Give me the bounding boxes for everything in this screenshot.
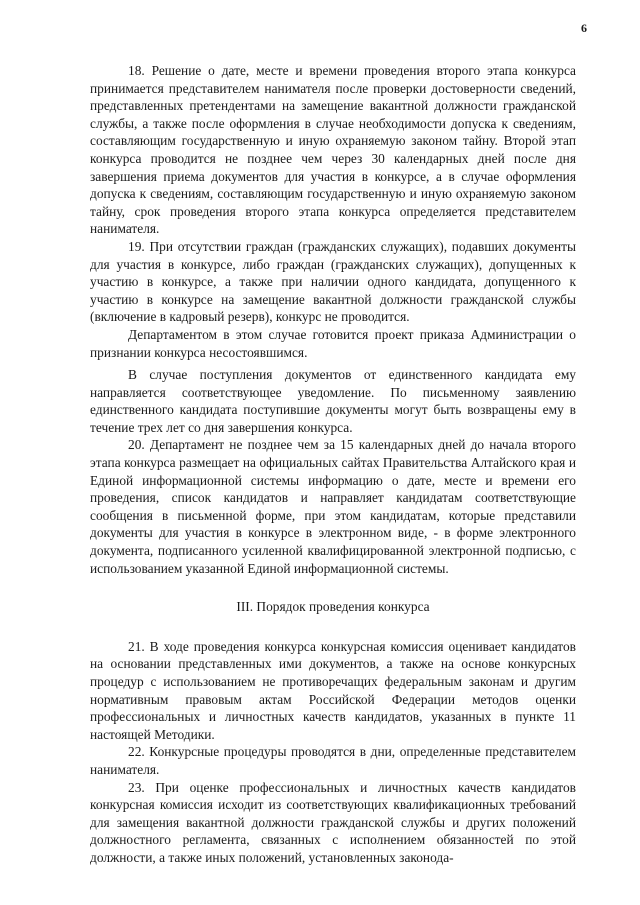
paragraph-single-candidate: В случае поступления документов от единственного кандидата ему направляется соответствующее уведомление. По письменному заявлению единственного кандидата поступившие документы могут быть возвращены ему в течение трех лет со дня завершения конкурса. <box>90 367 576 435</box>
page-number: 6 <box>581 21 587 35</box>
paragraph-18: 18. Решение о дате, месте и времени проведения второго этапа конкурса принимается представителем нанимателя после проверки достоверности сведений, представленных претендентами на замещение вакантной должности гражданской службы, а также после оформления в случае необходимости допуска к сведениям, составляющим государственную и иную охраняемую законом тайну. Второй этап конкурса проводится не позднее чем через 30 календарных дней после дня завершения приема документов для участия в конкурсе, а в случае оформления допуска к сведениям, составляющим государственную и иную охраняемую законом тайну, срок проведения второго этапа конкурса определяется представителем нанимателя. <box>90 63 576 237</box>
paragraph-19: 19. При отсутствии граждан (гражданских служащих), подавших документы для участия в конкурсе, либо граждан (гражданских служащих), допущенных к участию в конкурсе, а также при наличии одного кандидата, допущенного к участию в конкурсе на замещение вакантной должности гражданской службы (включение в кадровый резерв), конкурс не проводится. <box>90 238 576 325</box>
section-title: III. Порядок проведения конкурса <box>236 599 430 615</box>
paragraph-department-note: Департаментом в этом случае готовится проект приказа Администрации о признании конкурса несостоявшимся. <box>90 326 576 360</box>
paragraph-20: 20. Департамент не позднее чем за 15 календарных дней до начала второго этапа конкурса размещает на официальных сайтах Правительства Алтайского края и Единой информационной системы информацию о дате, месте и времени его проведения, список кандидатов и направляет кандидатам соответствующие сообщения в письменной форме, при этом кандидатам, которые представили документы для участия в конкурсе в электронном виде, - в форме электронного документа, подписанного усиленной квалифицированной электронной подписью, с использованием указанной Единой информационной системы. <box>90 437 576 576</box>
paragraph-22: 22. Конкурсные процедуры проводятся в дни, определенные представителем нанимателя. <box>90 744 576 777</box>
paragraph-21: 21. В ходе проведения конкурса конкурсная комиссия оценивает кандидатов на основании представленных ими документов, а также на основе конкурсных процедур с использованием не противоречащих федеральным законам и другим нормативным правовым актам Российской Федерации методов оценки профессиональных и личностных качеств кандидатов, указанных в пункте 11 настоящей Методики. <box>90 638 576 742</box>
document-body <box>90 62 576 867</box>
paragraph-23: 23. При оценке профессиональных и личностных качеств кандидатов конкурсная комиссия исходит из соответствующих квалификационных требований для замещения вакантной должности гражданской службы и других положений должностного регламента, связанных с исполнением обязанностей по этой должности, а также иных положений, установленных законода- <box>90 779 576 865</box>
